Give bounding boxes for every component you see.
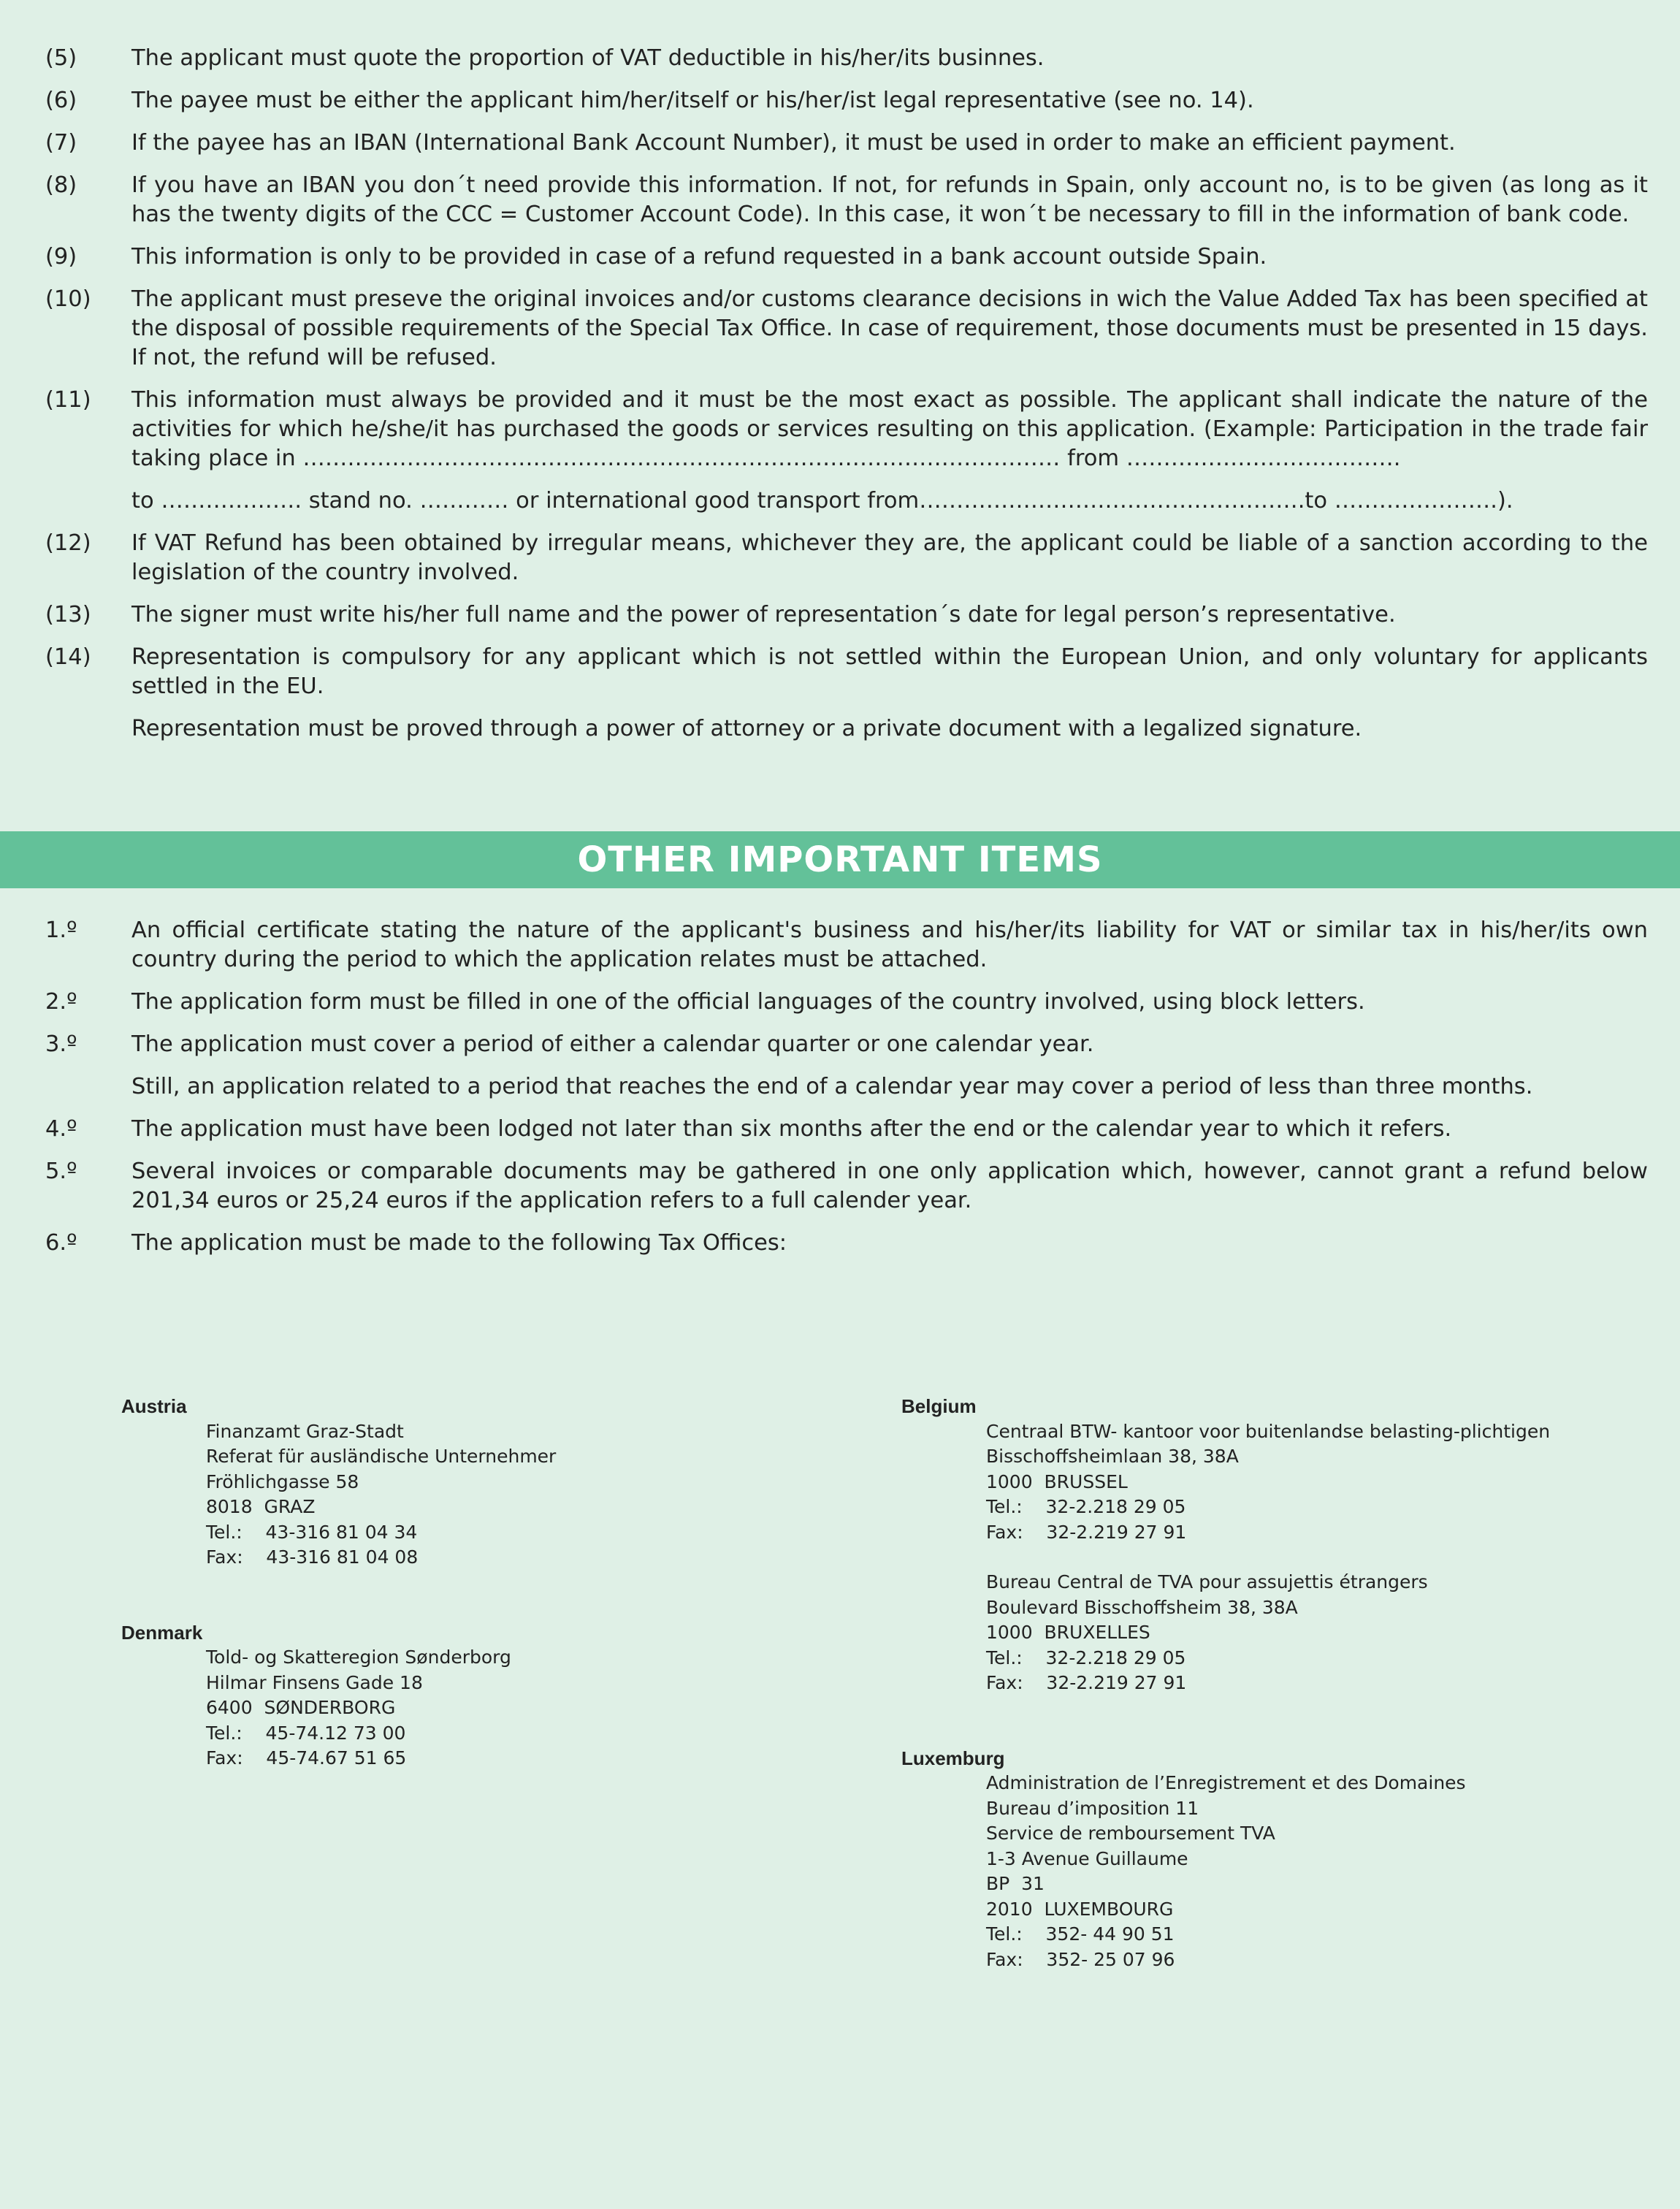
important-item-text [131,1157,1648,1216]
important-items-list [45,916,1652,1271]
address-line: Finanzamt Graz-Stadt [206,1420,404,1442]
address-line: 6400 SØNDERBORG [206,1697,396,1718]
important-item [45,988,1652,1017]
address-line: Bureau d’imposition 11 [986,1797,1199,1819]
tax-offices-right-column [901,1394,1632,2022]
address-line: Fax: 352- 25 07 96 [986,1948,1175,1970]
footnote [45,86,1652,115]
footnote-text [131,243,1648,272]
office-address [986,1419,1632,1546]
office-address [986,1570,1632,1696]
address-line: Fax: 32-2.219 27 91 [986,1672,1187,1693]
address-line: 8018 GRAZ [206,1496,316,1517]
address-line: 1000 BRUSSEL [986,1470,1128,1492]
office-address [206,1645,852,1771]
footnote-text [131,44,1648,73]
address-line: 1-3 Avenue Guillaume [986,1847,1188,1869]
important-item [45,916,1652,974]
address-line: Fax: 32-2.219 27 91 [986,1521,1187,1543]
important-item [45,1115,1652,1144]
tax-offices-left-column [121,1394,852,1821]
footnote [45,243,1652,272]
footnote-text [131,285,1648,373]
address-line: Fax: 43-316 81 04 08 [206,1546,419,1568]
footnote [45,171,1652,229]
footnote-paragraph: If you have an IBAN you don´t need provide this information. If not, for refunds in Spain, only account no, is to be given (as long as it has the twenty digits of the CCC = Customer Account Code). In this case, it won´t be necessary to fill in the information of bank code. [131,172,1648,227]
office-address [206,1419,852,1571]
footnote [45,643,1652,744]
important-item-paragraph: The application must have been lodged not later than six months after the end or the calendar year to which it refers. [131,1116,1452,1142]
section-banner [0,831,1680,888]
address-line: Hilmar Finsens Gade 18 [206,1671,423,1693]
important-item-paragraph: Several invoices or comparable documents may be gathered in one only application which, however, cannot grant a refund below 201,34 euros or 25,24 euros if the application refers to a full calender year. [131,1159,1648,1213]
footnote [45,285,1652,373]
address-spacer [901,1545,1632,1570]
important-item-text [131,1030,1648,1102]
tax-office-entry [901,1394,1632,1696]
important-item-text [131,988,1648,1017]
address-line: Tel.: 43-316 81 04 34 [206,1521,418,1543]
section-title: OTHER IMPORTANT ITEMS [577,839,1103,880]
important-item-paragraph: The application form must be filled in one of the official languages of the country involved, using block letters. [131,989,1365,1015]
footnote-paragraph: The applicant must quote the proportion of VAT deductible in his/her/its businnes. [131,45,1045,71]
address-line: Tel.: 32-2.218 29 05 [986,1496,1186,1517]
footnote [45,129,1652,158]
important-item [45,1030,1652,1102]
office-address [986,1771,1632,1972]
important-item-text [131,1229,1648,1258]
footnote-number: (10) [45,286,91,312]
footnote-paragraph: The applicant must preseve the original invoices and/or customs clearance decisions in wich the Value Added Tax has been specified at the disposal of possible requirements of the Special Tax Office. In case of requirement, those documents must be presented in 15 days. If not, the refund will be refused. [131,286,1648,370]
footnote-number: (12) [45,530,91,556]
footnote-text [131,600,1648,630]
address-line: Tel.: 352- 44 90 51 [986,1923,1175,1945]
important-item-number: 1.º [45,917,77,943]
tax-office-entry [901,1746,1632,1973]
footnote-number: (9) [45,244,77,270]
tax-office-entry [121,1394,852,1571]
footnote-paragraph: If the payee has an IBAN (International Bank Account Number), it must be used in order to make an efficient payment. [131,130,1456,156]
footnote-number: (11) [45,387,91,413]
footnote-text [131,529,1648,587]
footnote-text [131,129,1648,158]
tax-office-entry [121,1620,852,1771]
address-line: BP 31 [986,1873,1045,1894]
footnote-text [131,86,1648,115]
important-item-text [131,1115,1648,1144]
footnote [45,44,1652,73]
footnote-paragraph: The payee must be either the applicant him/her/itself or his/her/ist legal representative (see no. 14). [131,88,1254,113]
important-item-text [131,916,1648,974]
footnote-paragraph: Representation must be proved through a power of attorney or a private document with a legalized signature. [131,716,1362,741]
important-item-number: 4.º [45,1116,77,1142]
footnotes-list [45,44,1652,757]
footnote-text [131,643,1648,744]
address-line: Centraal BTW- kantoor voor buitenlandse belasting-plichtigen [986,1420,1551,1442]
footnote-number: (8) [45,172,77,198]
important-item-number: 2.º [45,989,77,1015]
footnote-number: (14) [45,644,91,670]
important-item-number: 3.º [45,1031,77,1057]
footnote [45,529,1652,587]
address-line: Service de remboursement TVA [986,1823,1275,1844]
address-line: Told- og Skatteregion Sønderborg [206,1647,511,1668]
address-line: Fax: 45-74.67 51 65 [206,1747,407,1769]
address-line: Administration de l’Enregistrement et des Domaines [986,1772,1466,1793]
important-item-paragraph: The application must be made to the following Tax Offices: [131,1230,787,1256]
footnote-paragraph: This information must always be provided and it must be the most exact as possible. The applicant shall indicate the nature of the activities for which he/she/it has purchased the goods or services resulting on this application. (Example: Participation in the trade fair taking place in ………………………………………………………………………………………… from ………………………………. [131,387,1648,471]
important-item-paragraph: Still, an application related to a period that reaches the end of a calendar year may cover a period of less than three months. [131,1074,1533,1099]
footnote-paragraph: The signer must write his/her full name and the power of representation´s date for legal person’s representative. [131,602,1396,627]
address-line: Boulevard Bisschoffsheim 38, 38A [986,1596,1298,1618]
address-line: Tel.: 45-74.12 73 00 [206,1722,406,1744]
footnote-paragraph: to ………………. stand no. ………… or international good transport from…………………………………………….to ………………….). [131,488,1513,514]
footnote-number: (13) [45,602,91,627]
address-line: Tel.: 32-2.218 29 05 [986,1647,1186,1668]
address-line: 2010 LUXEMBOURG [986,1898,1174,1920]
footnote-paragraph: If VAT Refund has been obtained by irregular means, whichever they are, the applicant could be liable of a sanction according to the legislation of the country involved. [131,530,1648,585]
country-name: Austria [121,1395,187,1417]
important-item-number: 6.º [45,1230,77,1256]
important-item-number: 5.º [45,1159,77,1184]
address-line: Bureau Central de TVA pour assujettis étrangers [986,1571,1428,1592]
footnote [45,386,1652,516]
footnote-paragraph: This information is only to be provided in case of a refund requested in a bank account outside Spain. [131,244,1267,270]
footnote-text [131,386,1648,516]
address-line: Referat für ausländische Unternehmer [206,1446,557,1467]
footnote [45,600,1652,630]
important-item [45,1157,1652,1216]
address-line: 1000 BRUXELLES [986,1622,1150,1643]
important-item-paragraph: An official certificate stating the nature of the applicant's business and his/her/its liability for VAT or similar tax in his/her/its own country during the period to which the application relates must be attached. [131,917,1648,972]
footnote-number: (6) [45,88,77,113]
country-name: Luxemburg [901,1747,1005,1769]
footnote-number: (7) [45,130,77,156]
country-name: Belgium [901,1395,977,1417]
address-line: Fröhlichgasse 58 [206,1470,359,1492]
footnote-paragraph: Representation is compulsory for any applicant which is not settled within the European Union, and only voluntary for applicants settled in the EU. [131,644,1648,699]
important-item [45,1229,1652,1258]
address-line: Bisschoffsheimlaan 38, 38A [986,1446,1239,1467]
footnote-number: (5) [45,45,77,71]
country-name: Denmark [121,1621,203,1644]
footnote-text [131,171,1648,229]
important-item-paragraph: The application must cover a period of either a calendar quarter or one calendar year. [131,1031,1094,1057]
